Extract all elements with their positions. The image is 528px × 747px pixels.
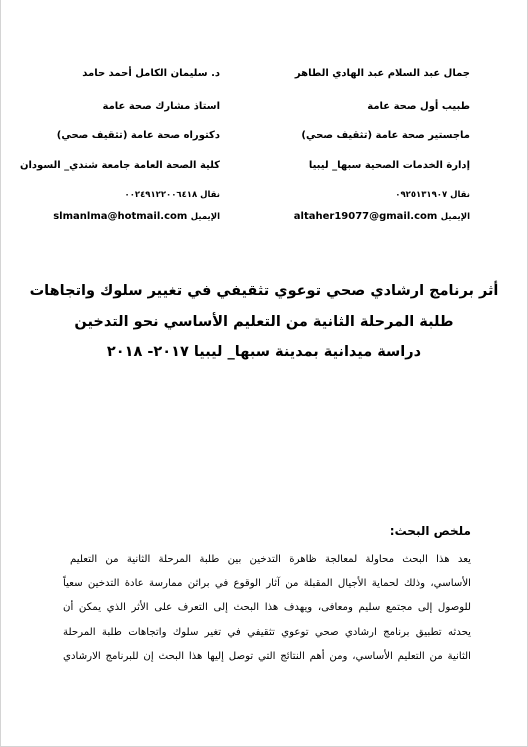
author-2-title: استاذ مشارك صحة عامة xyxy=(102,101,220,112)
author-1-title: طبيب أول صحة عامة xyxy=(367,101,470,112)
author-1-phone: ٠٩٢٥١٣١٩٠٧ xyxy=(395,190,448,200)
author-1-email[interactable]: altaher19077@gmail.com xyxy=(293,211,438,222)
abstract-line-5: الثانية من التعليم الأساسي، ومن أهم النتائج التي توصل إليها هذا البحث إن للبرنامج الارشادي xyxy=(63,651,471,662)
abstract-line-4: يحدثه تطبيق برنامج ارشادي صحي توعوي تثقيفي في تغير سلوك واتجاهات طلبة المرحلة xyxy=(63,627,471,638)
abstract-line-2: الأساسي، وذلك لحماية الأجيال المقبلة من آثار الوقوع في براثن ممارسة عادة التدخين سعياً xyxy=(63,578,471,589)
author-1-email-row xyxy=(294,211,470,223)
author-2-email[interactable]: slmanlma@hotmail.com xyxy=(53,211,188,222)
author-1-degree: ماجستير صحة عامة (تثقيف صحي) xyxy=(301,130,470,141)
abstract-line-3: للوصول إلى مجتمع سليم ومعافى، ويهدف هذا البحث إلى التعرف على الأثر الذي يمكن أن xyxy=(63,602,471,613)
title-line-1: أثر برنامج ارشادي صحي توعوي تثقيفي في تغيير سلوك واتجاهات xyxy=(29,283,499,299)
title-line-2: طلبة المرحلة الثانية من التعليم الأساسي نحو التدخين xyxy=(74,314,454,330)
abstract-line-1: يعد هذا البحث محاولة لمعالجة ظاهرة التدخين بين طلبة المرحلة الثانية من التعليم xyxy=(70,554,471,565)
title-line-3: دراسة ميدانية بمدينة سبها_ ليبيا ٢٠١٧- ٢٠١٨ xyxy=(106,344,422,360)
author-2-phone-row xyxy=(125,189,221,201)
author-2-email-label: الإيميل xyxy=(190,212,220,222)
author-2-degree: دكتوراه صحة عامة (تثقيف صحي) xyxy=(56,130,220,141)
author-1-affiliation: إدارة الخدمات الصحية سبها_ ليبيا xyxy=(308,160,470,171)
author-2-phone-label: نقال xyxy=(200,190,220,200)
author-2-email-row xyxy=(53,211,220,223)
author-1-email-label: الإيميل xyxy=(440,212,470,222)
author-2-name: د. سليمان الكامل أحمد حامد xyxy=(82,68,220,79)
author-2-affiliation: كلية الصحة العامة جامعة شندي_ السودان xyxy=(19,160,220,171)
abstract-heading: ملخص البحث: xyxy=(389,524,471,538)
author-1-phone-label: نقال xyxy=(450,190,470,200)
author-2-phone: ٠٠٢٤٩١٢٢٠٠٦٤١٨ xyxy=(124,190,198,200)
author-1-phone-row xyxy=(395,189,470,201)
author-1-name: جمال عبد السلام عبد الهادي الطاهر xyxy=(294,68,470,79)
